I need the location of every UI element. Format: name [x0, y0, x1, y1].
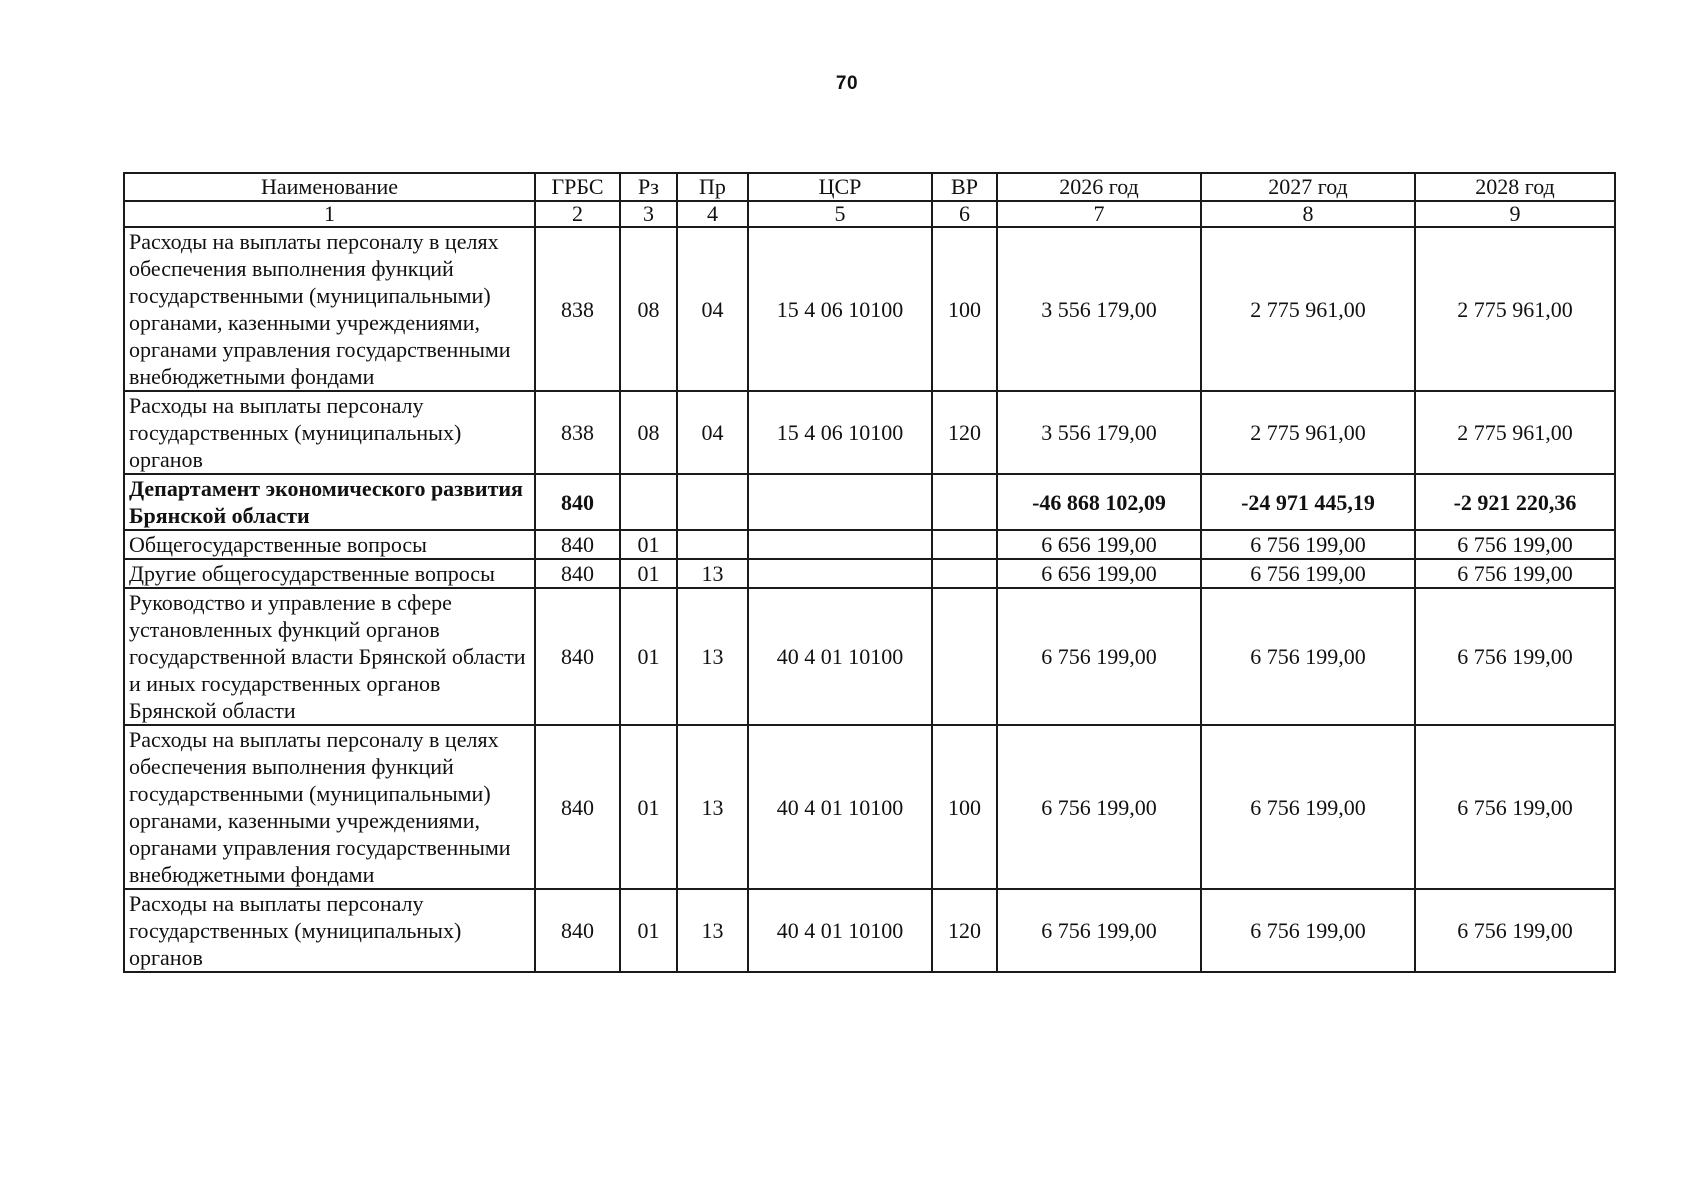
- row-2026: 3 556 179,00: [997, 391, 1201, 474]
- row-2028: 2 775 961,00: [1415, 391, 1615, 474]
- row-name: Департамент экономического развития Брянской области: [124, 474, 535, 530]
- row-2028: 6 756 199,00: [1415, 530, 1615, 559]
- row-2027: -24 971 445,19: [1201, 474, 1415, 530]
- row-csr: 40 4 01 10100: [748, 725, 932, 889]
- row-rz: 01: [620, 725, 677, 889]
- row-2027: 2 775 961,00: [1201, 391, 1415, 474]
- row-rz: 08: [620, 391, 677, 474]
- row-2028: -2 921 220,36: [1415, 474, 1615, 530]
- table-row: [124, 559, 1615, 588]
- column-number: 4: [677, 201, 748, 227]
- table-row: [124, 530, 1615, 559]
- row-2028: 6 756 199,00: [1415, 725, 1615, 889]
- row-2028: 6 756 199,00: [1415, 889, 1615, 972]
- row-vr: 100: [932, 725, 997, 889]
- header-2028: 2028 год: [1415, 173, 1615, 201]
- row-pr: [677, 474, 748, 530]
- row-grbs: 840: [535, 889, 620, 972]
- row-vr: 120: [932, 889, 997, 972]
- row-2027: 6 756 199,00: [1201, 725, 1415, 889]
- budget-table: [123, 172, 1616, 973]
- table-row: [124, 227, 1615, 391]
- row-rz: 01: [620, 889, 677, 972]
- column-number: 2: [535, 201, 620, 227]
- row-vr: 100: [932, 227, 997, 391]
- row-2026: 6 756 199,00: [997, 725, 1201, 889]
- header-2026: 2026 год: [997, 173, 1201, 201]
- row-2026: 3 556 179,00: [997, 227, 1201, 391]
- row-csr: 40 4 01 10100: [748, 889, 932, 972]
- row-2027: 6 756 199,00: [1201, 588, 1415, 725]
- row-grbs: 840: [535, 559, 620, 588]
- column-number: 7: [997, 201, 1201, 227]
- row-grbs: 838: [535, 227, 620, 391]
- header-csr: ЦСР: [748, 173, 932, 201]
- table-row: [124, 889, 1615, 972]
- row-name: Расходы на выплаты персоналу государственных (муниципальных) органов: [124, 391, 535, 474]
- row-vr: [932, 530, 997, 559]
- row-rz: 01: [620, 559, 677, 588]
- column-number: 6: [932, 201, 997, 227]
- row-grbs: 840: [535, 588, 620, 725]
- row-pr: 04: [677, 227, 748, 391]
- row-grbs: 838: [535, 391, 620, 474]
- row-vr: 120: [932, 391, 997, 474]
- header-name: Наименование: [124, 173, 535, 201]
- header-grbs: ГРБС: [535, 173, 620, 201]
- row-2026: -46 868 102,09: [997, 474, 1201, 530]
- row-grbs: 840: [535, 530, 620, 559]
- table-row: [124, 588, 1615, 725]
- row-csr: [748, 559, 932, 588]
- row-2028: 2 775 961,00: [1415, 227, 1615, 391]
- row-2026: 6 756 199,00: [997, 889, 1201, 972]
- row-pr: 13: [677, 559, 748, 588]
- row-2027: 2 775 961,00: [1201, 227, 1415, 391]
- row-rz: [620, 474, 677, 530]
- row-pr: [677, 530, 748, 559]
- table-row: [124, 391, 1615, 474]
- row-vr: [932, 474, 997, 530]
- row-csr: 40 4 01 10100: [748, 588, 932, 725]
- row-name: Расходы на выплаты персоналу в целях обеспечения выполнения функций государственными (муниципальными) органами, казенными учреждениями, органами управления государственными внебюджетными фондами: [124, 227, 535, 391]
- table-row-department: [124, 474, 1615, 530]
- column-number: 1: [124, 201, 535, 227]
- row-csr: [748, 474, 932, 530]
- column-number: 5: [748, 201, 932, 227]
- row-csr: 15 4 06 10100: [748, 227, 932, 391]
- row-name: Общегосударственные вопросы: [124, 530, 535, 559]
- row-2027: 6 756 199,00: [1201, 889, 1415, 972]
- page-number: 70: [835, 73, 859, 94]
- column-number: 8: [1201, 201, 1415, 227]
- row-name: Расходы на выплаты персоналу в целях обеспечения выполнения функций государственными (муниципальными) органами, казенными учреждениями, органами управления государственными внебюджетными фондами: [124, 725, 535, 889]
- row-rz: 01: [620, 588, 677, 725]
- row-vr: [932, 559, 997, 588]
- row-pr: 04: [677, 391, 748, 474]
- table-row: [124, 725, 1615, 889]
- row-pr: 13: [677, 588, 748, 725]
- column-number: 3: [620, 201, 677, 227]
- row-rz: 08: [620, 227, 677, 391]
- row-2027: 6 756 199,00: [1201, 559, 1415, 588]
- row-pr: 13: [677, 889, 748, 972]
- column-number: 9: [1415, 201, 1615, 227]
- row-name: Другие общегосударственные вопросы: [124, 559, 535, 588]
- row-grbs: 840: [535, 474, 620, 530]
- row-grbs: 840: [535, 725, 620, 889]
- header-vr: ВР: [932, 173, 997, 201]
- row-csr: [748, 530, 932, 559]
- header-2027: 2027 год: [1201, 173, 1415, 201]
- row-name: Руководство и управление в сфере установленных функций органов государственной власти Брянской области и иных государственных органов Брянской области: [124, 588, 535, 725]
- row-2026: 6 656 199,00: [997, 559, 1201, 588]
- row-csr: 15 4 06 10100: [748, 391, 932, 474]
- header-rz: Рз: [620, 173, 677, 201]
- row-2028: 6 756 199,00: [1415, 588, 1615, 725]
- row-pr: 13: [677, 725, 748, 889]
- row-2027: 6 756 199,00: [1201, 530, 1415, 559]
- header-row: [124, 173, 1615, 201]
- row-2026: 6 756 199,00: [997, 588, 1201, 725]
- row-2028: 6 756 199,00: [1415, 559, 1615, 588]
- header-pr: Пр: [677, 173, 748, 201]
- column-number-row: [124, 201, 1615, 227]
- row-rz: 01: [620, 530, 677, 559]
- row-name: Расходы на выплаты персоналу государственных (муниципальных) органов: [124, 889, 535, 972]
- row-vr: [932, 588, 997, 725]
- row-2026: 6 656 199,00: [997, 530, 1201, 559]
